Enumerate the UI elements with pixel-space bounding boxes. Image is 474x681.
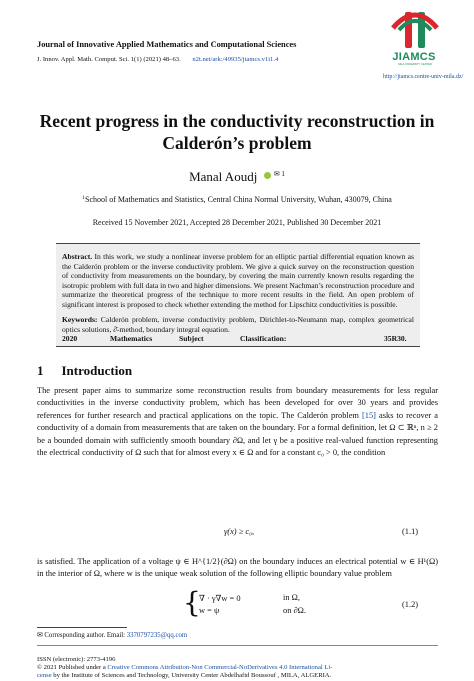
- eq2-row2-rhs: on ∂Ω.: [283, 606, 306, 615]
- affiliation-sup: 1: [82, 195, 85, 201]
- footnote-prefix: ✉ Corresponding author. Email:: [37, 632, 127, 639]
- paper-title: [0, 110, 474, 154]
- keywords: [62, 315, 414, 334]
- eq2-row1-rhs: in Ω,: [283, 593, 300, 602]
- issn: ISSN (electronic): 2773-4196: [37, 656, 116, 663]
- logo-subtitle: MILA UNIVERSITY CENTER: [398, 63, 432, 66]
- section-number: 1: [37, 363, 44, 378]
- keywords-label: Keywords:: [62, 315, 98, 324]
- equation-1-1-body: γ(x) ≥ c₀,: [224, 527, 255, 536]
- author-name: Manal Aoudj: [189, 169, 258, 184]
- intro-paragraph-1: [37, 385, 438, 459]
- equation-1-2: [0, 586, 474, 621]
- abstract: [62, 252, 414, 310]
- msc-mathematics: Mathematics: [110, 334, 153, 343]
- footnote: [37, 631, 187, 639]
- abstract-text: In this work, we study a nonlinear inverse problem for an elliptic partial differential equation known as the Calderón problem or the inverse conductivity problem. We give a quick survey on the reconstruction question of conductivity from measurements on the boundary, by covering the main currently known results regarding the isotropic problem with full data in two and higher dimensions. We present Nachman’s reconstruction procedure and summarize the theoretical progress of the technique to more recent results in the field. An open problem of significant interest is proposed to check whether extending the method for Lipschitz conductivities is possible.: [62, 252, 414, 309]
- title-line-2: Calderón’s problem: [162, 133, 312, 153]
- license-prefix: © 2021 Published under a: [37, 664, 108, 672]
- abstract-label: Abstract.: [62, 252, 93, 261]
- citation-ref-15[interactable]: [15]: [362, 410, 376, 420]
- eq2-row1-lhs: ∇ · γ∇w = 0: [199, 594, 241, 603]
- title-line-1: Recent progress in the conductivity reconstruction in: [39, 111, 435, 131]
- author-email-link[interactable]: 3370797235@qq.com: [126, 632, 188, 639]
- intro-paragraph-2: is satisfied. The application of a voltage ψ ∈ H^{1/2}(∂Ω) on the boundary induces an electrical potential w ∈ H¹(Ω) in the interior of Ω, where w is the unique weak solution of the following elliptic boundary value problem: [37, 557, 438, 579]
- license-line: [37, 664, 439, 680]
- ark-link[interactable]: n2t.net/ark:/49935/jiamcs.v1i1.4: [192, 56, 279, 63]
- footer-rule: [37, 645, 438, 646]
- p1-text-a: The present paper aims to summarize some reconstruction results from boundary measurements for less regular conductivities in the inverse conductivity problem, which has been developed for over 30 years and provides references for further research and practical applications on the topic. The Calderón problem: [37, 386, 438, 420]
- logo-wordmark: JIAMCS: [392, 51, 436, 63]
- section-heading: [37, 363, 132, 379]
- equation-1-2-number: (1.2): [402, 600, 419, 609]
- msc-classification-label: Classification:: [240, 334, 287, 343]
- publication-dates: Received 15 November 2021, Accepted 28 December 2021, Published 30 December 2021: [92, 218, 382, 227]
- license-suffix: by the Institute of Sciences and Technology, University Center Abdelhafid Boussouf , MILA, ALGERIA.: [51, 672, 332, 680]
- affiliation: [0, 195, 474, 204]
- journal-name: Journal of Innovative Applied Mathematics and Computational Sciences: [37, 40, 297, 49]
- affiliation-text: School of Mathematics and Statistics, Central China Normal University, Wuhan, 430079, China: [85, 195, 392, 204]
- eq2-row2-lhs: w = ψ: [199, 606, 220, 615]
- msc-year: 2020: [62, 334, 78, 343]
- license-footer: [37, 656, 439, 681]
- equation-1-1-number: (1.1): [402, 527, 419, 536]
- section-title: Introduction: [61, 363, 133, 378]
- author-line: [0, 169, 474, 185]
- license-link-a[interactable]: Creative Commons Attribution-Non Commercial-NoDerivatives 4.0 International Li-: [107, 664, 333, 672]
- equation-brace: {: [183, 586, 201, 619]
- citation-text: J. Innov. Appl. Math. Comput. Sci. 1(1) (2021) 48–63.: [37, 56, 181, 63]
- footnote-rule: [37, 627, 127, 628]
- p1-text-b: asks to recover a conductivity of a domain from measurements that are taken on the boundary. For a formal definition, let Ω ⊂ ℝⁿ, n ≥ 2 be a bounded domain with sufficiently smooth boundary ∂Ω, and let γ be a positive real-valued function representing the electrical conductivity of Ω such that for almost every x ∈ Ω and for a constant c₀ > 0, the condition: [37, 410, 438, 458]
- msc-code: 35R30.: [384, 334, 407, 343]
- keywords-text: Calderón problem, inverse conductivity problem, Dirichlet-to-Neumann map, complex geometrical optics solutions, ∂̄-method, boundary integral equation.: [62, 315, 414, 334]
- license-link-b[interactable]: cense: [37, 672, 52, 680]
- journal-url-link[interactable]: http://jiamcs.centre-univ-mila.dz/: [383, 74, 464, 80]
- msc-subject: Subject: [179, 334, 204, 343]
- abstract-bottom-rule: [56, 346, 420, 347]
- citation-line: [37, 56, 278, 63]
- author-marks: ✉ 1: [273, 170, 285, 178]
- orcid-icon[interactable]: [264, 172, 271, 179]
